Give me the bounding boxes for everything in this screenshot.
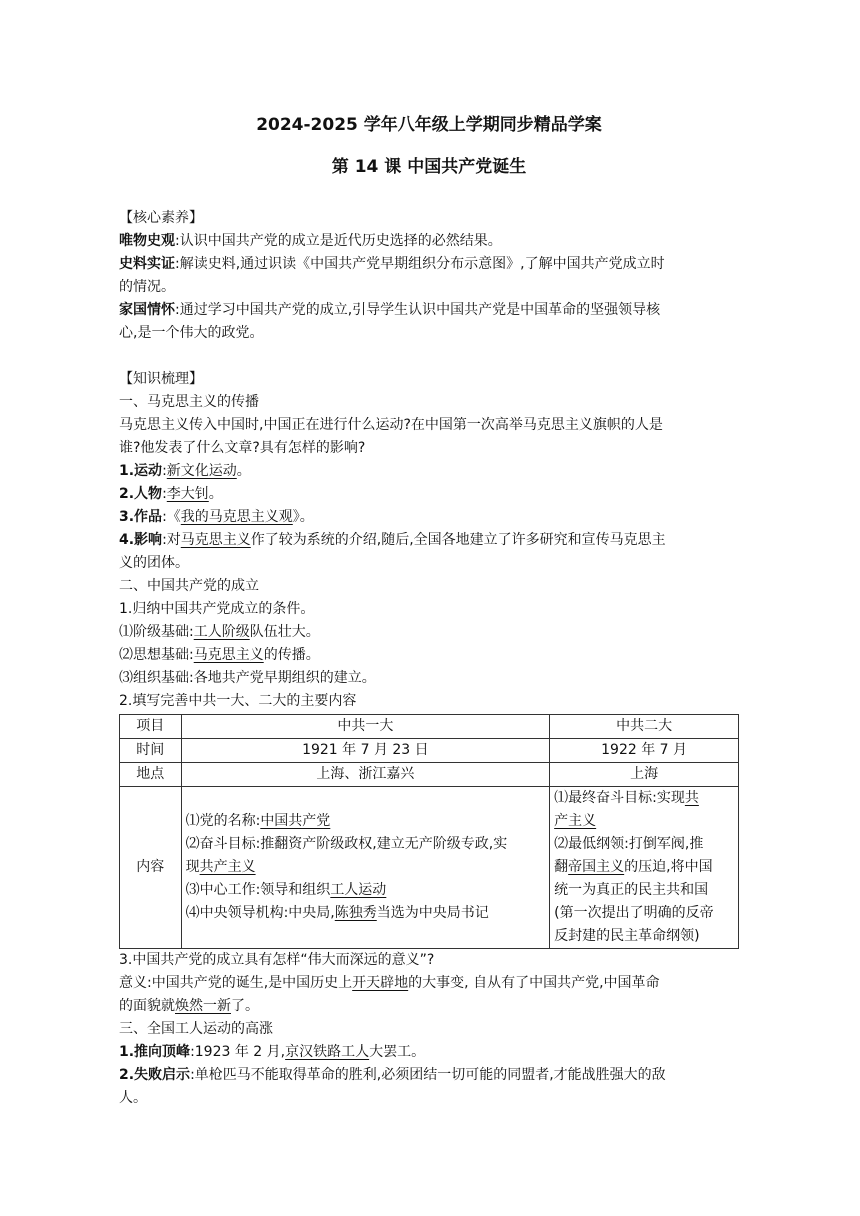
answer-blank: 我的马克思主义观 (180, 509, 293, 525)
answer-blank: 京汉铁路工人 (285, 1044, 370, 1060)
answer-blank: 工人阶级 (193, 624, 250, 640)
congress-table (119, 714, 739, 949)
table-row (120, 787, 739, 949)
core-item-cont: 的情况。 (119, 279, 175, 295)
question: 1.归纳中国共产党成立的条件。 (119, 601, 315, 617)
answer-blank: 工人运动 (330, 882, 387, 898)
section-title: 二、中国共产党的成立 (119, 578, 259, 594)
answer-blank: 马克思主义 (180, 532, 251, 548)
document-title: 2024-2025 学年八年级上学期同步精品学案 (256, 115, 602, 135)
answer-line: ⑶组织基础:各地共产党早期组织的建立。 (119, 670, 376, 686)
answer-blank: 李大钊 (166, 486, 209, 502)
knowledge-heading: 【知识梳理】 (119, 371, 203, 387)
table-header-cell: 中共一大 (181, 715, 550, 739)
table-cell: 地点 (120, 763, 182, 787)
answer-line: ⑵思想基础:马克思主义的传播。 (119, 647, 320, 663)
answer-blank: 产主义 (554, 813, 597, 829)
table-cell-congress-2: ⑴最终奋斗目标:实现共 产主义 ⑵最低纲领:打倒军阀,推 翻帝国主义的压迫,将中国 统一为真正的民主共和国 (第一次提出了明确的反帝 反封建的民主革命纲领) (550, 787, 739, 949)
answer-blank: 马克思主义 (193, 647, 264, 663)
section-title: 一、马克思主义的传播 (119, 394, 259, 410)
answer-blank: 中国共产党 (260, 813, 331, 829)
table-row (120, 763, 739, 787)
table-header-cell: 中共二大 (550, 715, 739, 739)
answer-cont: 人。 (119, 1090, 147, 1106)
answer-line: ⑴阶级基础:工人阶级队伍壮大。 (119, 624, 320, 640)
question: 2.填写完善中共一大、二大的主要内容 (119, 693, 357, 709)
lesson-title: 第 14 课 中国共产党诞生 (331, 157, 527, 177)
answer-line: 2.人物:李大钊。 (119, 486, 223, 502)
table-header-cell: 项目 (120, 715, 182, 739)
question-cont: 谁?他发表了什么文章?具有怎样的影响? (119, 440, 366, 456)
table-cell: 上海 (550, 763, 739, 787)
core-label: 家国情怀 (119, 302, 175, 318)
section-title: 三、全国工人运动的高涨 (119, 1021, 273, 1037)
core-label: 唯物史观 (119, 233, 175, 249)
core-item: 史料实证:解读史料,通过识读《中国共产党早期组织分布示意图》,了解中国共产党成立时 (119, 256, 665, 272)
answer-blank: 陈独秀 (334, 905, 377, 921)
answer-line: 1.推向顶峰:1923 年 2 月,京汉铁路工人大罢工。 (119, 1044, 426, 1060)
answer-blank: 帝国主义 (568, 859, 625, 875)
table-cell-congress-1: ⑴党的名称:中国共产党 ⑵奋斗目标:推翻资产阶级政权,建立无产阶级专政,实 现共产主义 ⑶中心工作:领导和组织工人运动 ⑷中央领导机构:中央局,陈独秀当选为中央局书记 (181, 787, 550, 949)
answer-line: 4.影响:对马克思主义作了较为系统的介绍,随后,全国各地建立了许多研究和宣传马克思主 (119, 532, 666, 548)
answer-line: 意义:中国共产党的诞生,是中国历史上开天辟地的大事变, 自从有了中国共产党,中国革命 (119, 975, 660, 991)
core-item: 唯物史观:认识中国共产党的成立是近代历史选择的必然结果。 (119, 233, 502, 249)
core-label: 史料实证 (119, 256, 175, 272)
document-page (119, 112, 739, 1110)
table-cell: 1922 年 7 月 (550, 739, 739, 763)
answer-blank: 共 (684, 790, 699, 806)
table-cell: 1921 年 7 月 23 日 (181, 739, 550, 763)
core-item: 家国情怀:通过学习中国共产党的成立,引导学生认识中国共产党是中国革命的坚强领导核 (119, 302, 661, 318)
question: 3.中国共产党的成立具有怎样“伟大而深远的意义”? (119, 952, 435, 968)
answer-blank: 开天辟地 (352, 975, 409, 991)
question: 马克思主义传入中国时,中国正在进行什么运动?在中国第一次高举马克思主义旗帜的人是 (119, 417, 663, 433)
answer-line: 3.作品:《我的马克思主义观》。 (119, 509, 314, 525)
table-cell: 内容 (120, 787, 182, 949)
answer-line: 1.运动:新文化运动。 (119, 463, 251, 479)
answer-blank: 焕然一新 (175, 998, 231, 1014)
answer-line: 的面貌就焕然一新了。 (119, 998, 259, 1014)
answer-cont: 义的团体。 (119, 555, 189, 571)
answer-line: 2.失败启示:单枪匹马不能取得革命的胜利,必须团结一切可能的同盟者,才能战胜强大的敌 (119, 1067, 666, 1083)
core-item-cont: 心,是一个伟大的政党。 (119, 325, 264, 341)
table-row (120, 715, 739, 739)
table-cell: 上海、浙江嘉兴 (181, 763, 550, 787)
answer-blank: 共产主义 (199, 859, 256, 875)
core-heading: 【核心素养】 (119, 210, 203, 226)
table-row (120, 739, 739, 763)
table-cell: 时间 (120, 739, 182, 763)
answer-blank: 新文化运动 (166, 463, 237, 479)
